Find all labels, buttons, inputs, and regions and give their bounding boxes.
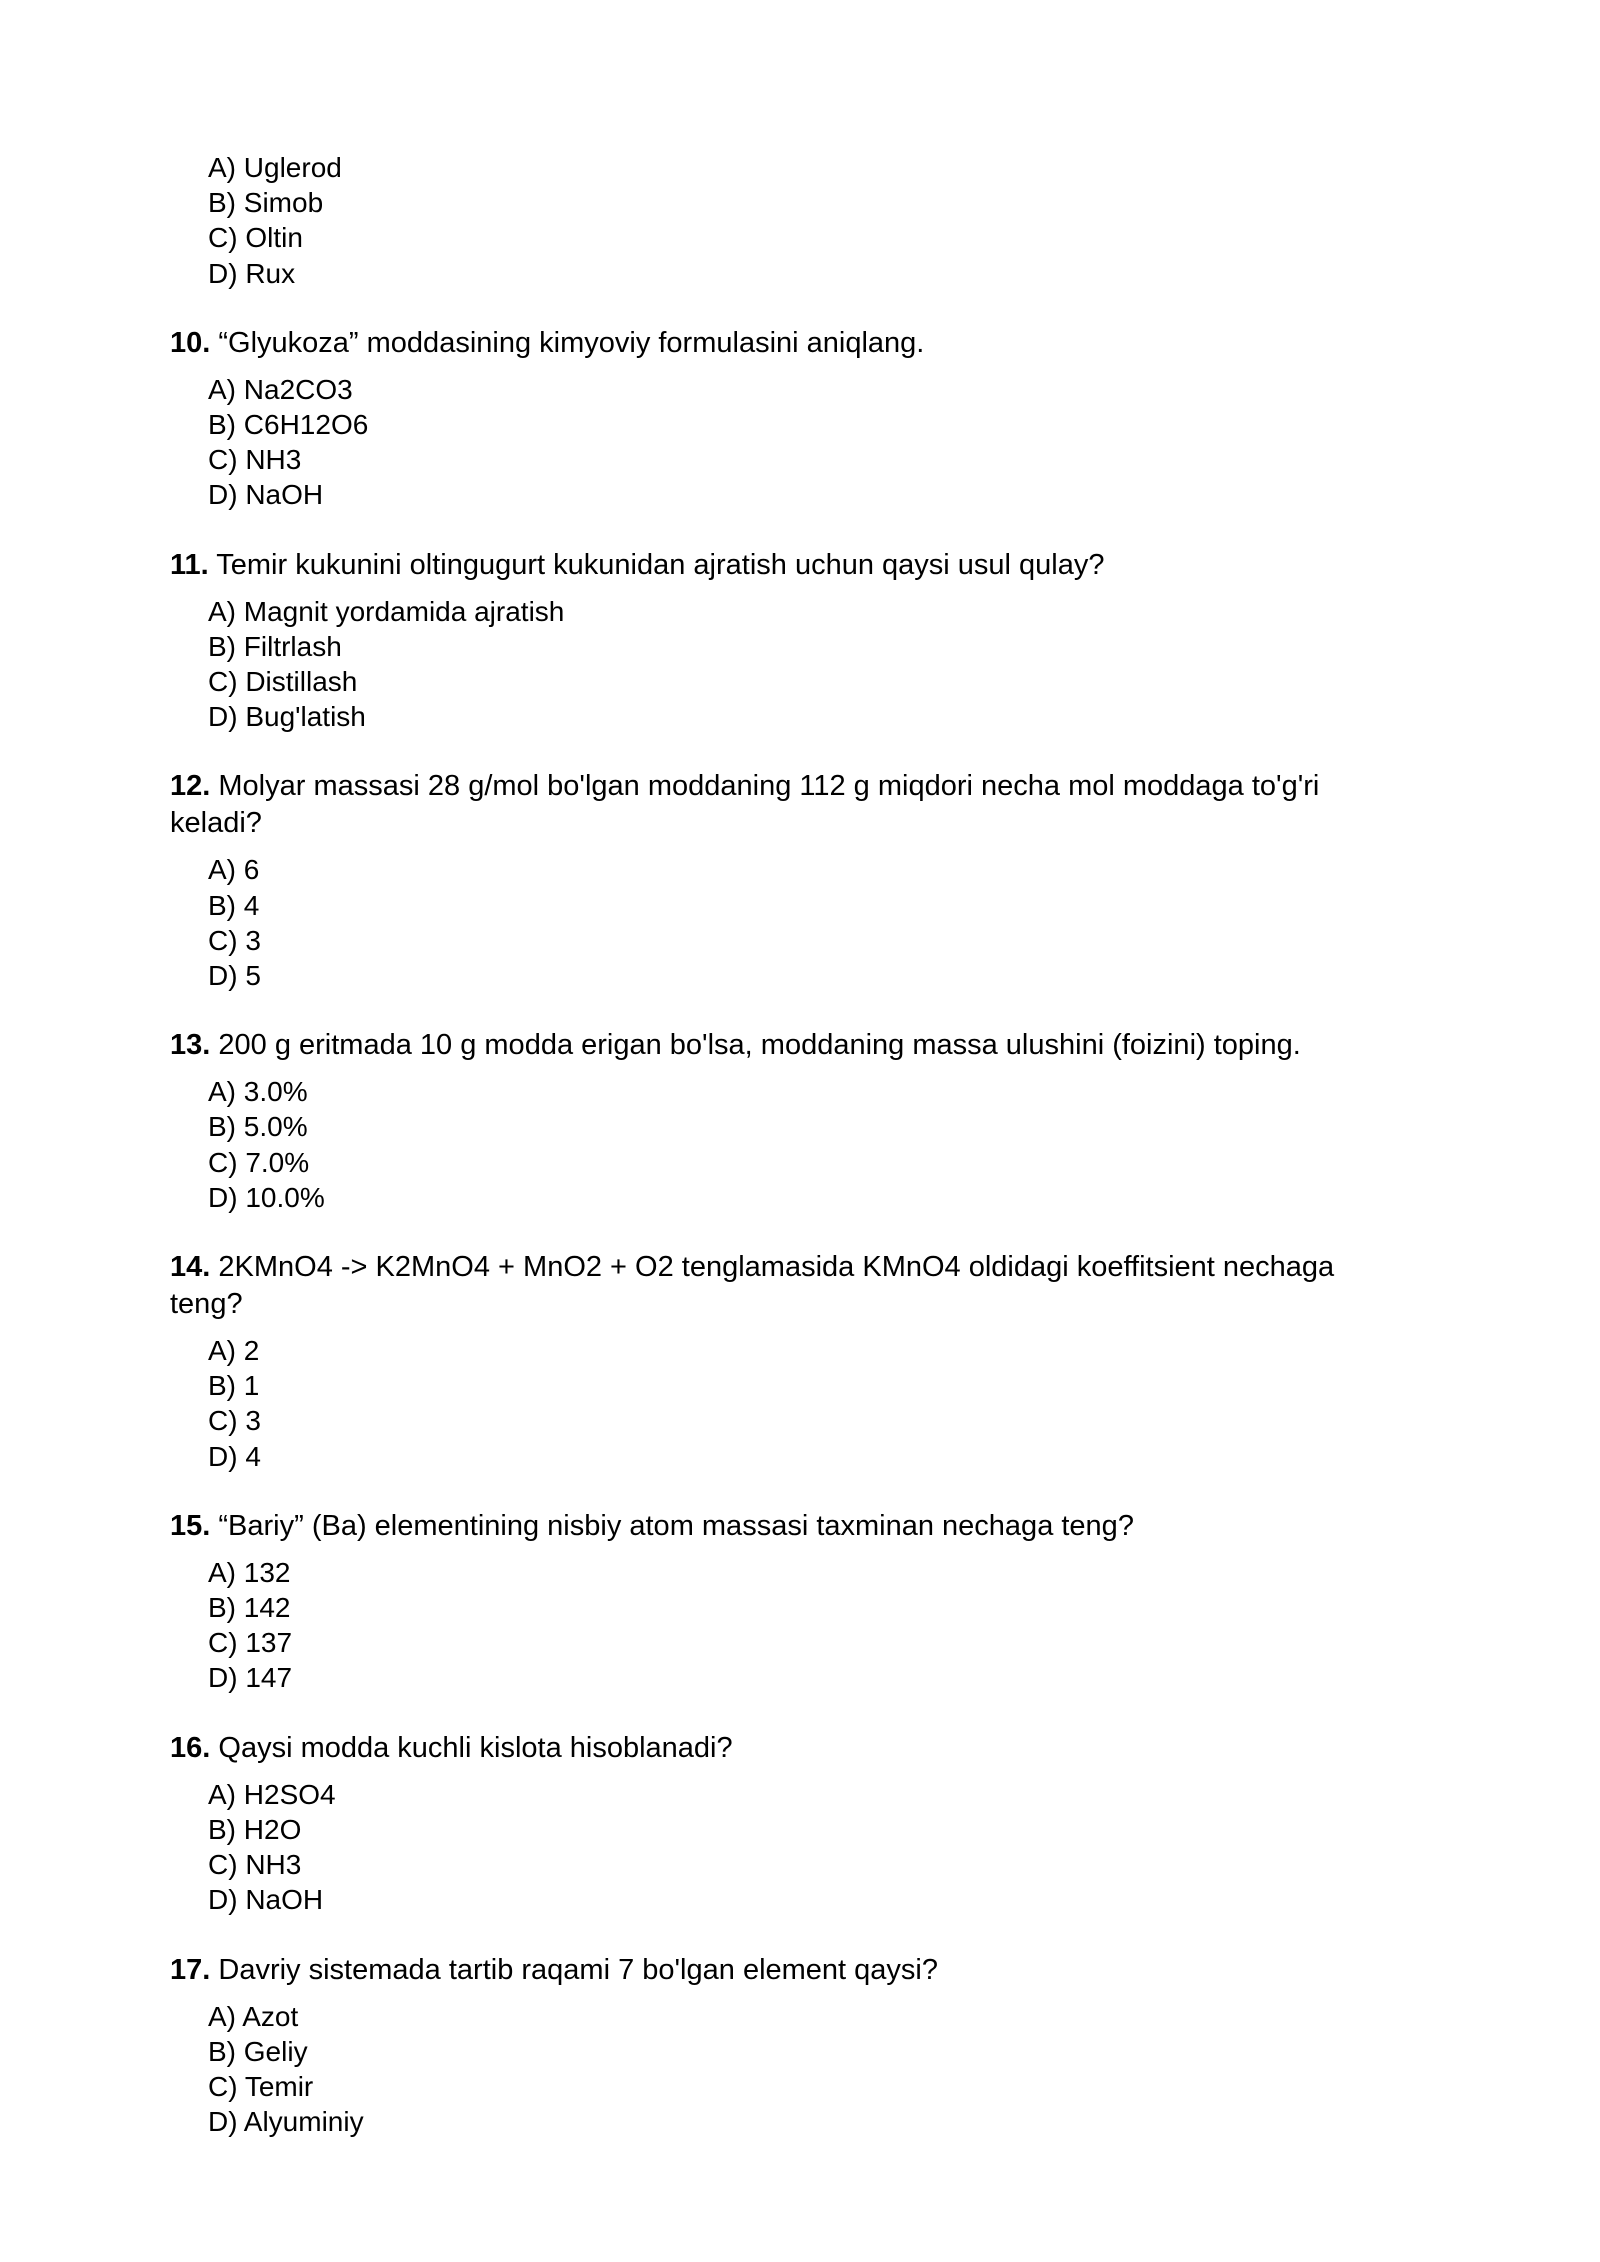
option: A) Azot bbox=[208, 2000, 299, 2032]
question-text bbox=[170, 325, 1390, 362]
options-list bbox=[170, 1999, 1390, 2140]
option: C) 7.0% bbox=[208, 1146, 310, 1178]
question-11 bbox=[170, 547, 1390, 735]
options-list bbox=[170, 852, 1390, 993]
question-body: 2KMnO4 -> K2MnO4 + MnO2 + O2 tenglamasida KMnO4 oldidagi koeffitsient nechaga teng? bbox=[170, 1251, 1335, 1321]
question-15 bbox=[170, 1508, 1390, 1696]
option: D) 10.0% bbox=[208, 1181, 325, 1213]
options-list bbox=[170, 1333, 1390, 1474]
question-body: Davriy sistemada tartib raqami 7 bo'lgan element qaysi? bbox=[218, 1953, 938, 1986]
options-list bbox=[170, 1555, 1390, 1696]
option: B) 1 bbox=[208, 1370, 260, 1402]
option: A) 3.0% bbox=[208, 1076, 308, 1108]
option: C) Oltin bbox=[208, 222, 303, 254]
question-text bbox=[170, 768, 1390, 842]
question-number: 10. bbox=[170, 326, 211, 359]
option: A) Uglerod bbox=[208, 152, 342, 183]
option: D) 4 bbox=[208, 1440, 261, 1472]
option: D) Alyuminiy bbox=[208, 2106, 364, 2138]
question-text bbox=[170, 1249, 1390, 1323]
question-text bbox=[170, 1027, 1390, 1064]
question-number: 14. bbox=[170, 1251, 211, 1284]
question-17 bbox=[170, 1952, 1390, 2140]
question-body: Qaysi modda kuchli kislota hisoblanadi? bbox=[218, 1731, 733, 1764]
question-body: “Glyukoza” moddasining kimyoviy formulasini aniqlang. bbox=[218, 326, 925, 359]
option: C) NH3 bbox=[208, 1849, 302, 1881]
option: B) 142 bbox=[208, 1592, 291, 1624]
document-content bbox=[170, 150, 1390, 2173]
option: D) NaOH bbox=[208, 1884, 324, 1916]
option: C) 137 bbox=[208, 1627, 293, 1659]
options-list bbox=[170, 1777, 1390, 1918]
question-number: 11. bbox=[170, 548, 209, 581]
options-list bbox=[170, 594, 1390, 735]
option: B) 5.0% bbox=[208, 1111, 308, 1143]
option: D) 5 bbox=[208, 960, 261, 992]
options-list bbox=[170, 1074, 1390, 1215]
option: A) Magnit yordamida ajratish bbox=[208, 595, 565, 627]
option: D) Rux bbox=[208, 257, 296, 289]
question-number: 15. bbox=[170, 1509, 211, 1542]
option: B) 4 bbox=[208, 889, 260, 921]
option: B) C6H12O6 bbox=[208, 409, 369, 441]
question-number: 16. bbox=[170, 1731, 211, 1764]
question-body: “Bariy” (Ba) elementining nisbiy atom massasi taxminan nechaga teng? bbox=[218, 1509, 1134, 1542]
question-number: 13. bbox=[170, 1029, 211, 1062]
option: A) 2 bbox=[208, 1335, 260, 1367]
question-number: 12. bbox=[170, 770, 211, 803]
question-14 bbox=[170, 1249, 1390, 1474]
options-list bbox=[170, 372, 1390, 513]
option: C) Distillash bbox=[208, 666, 358, 698]
option: C) Temir bbox=[208, 2070, 314, 2102]
question-number: 17. bbox=[170, 1953, 211, 1986]
question-10 bbox=[170, 325, 1390, 513]
option: B) Filtrlash bbox=[208, 630, 342, 662]
question-text bbox=[170, 1952, 1390, 1989]
question-body: Molyar massasi 28 g/mol bo'lgan moddaning 112 g miqdori necha mol moddaga to'g'ri keladi? bbox=[170, 770, 1320, 840]
option: A) 132 bbox=[208, 1556, 291, 1588]
option: D) Bug'latish bbox=[208, 701, 366, 733]
question-16 bbox=[170, 1730, 1390, 1918]
question-body: Temir kukunini oltingugurt kukunidan ajratish uchun qaysi usul qulay? bbox=[216, 548, 1105, 581]
question-13 bbox=[170, 1027, 1390, 1215]
option: C) 3 bbox=[208, 1405, 261, 1437]
option: A) H2SO4 bbox=[208, 1778, 336, 1810]
question-text bbox=[170, 1508, 1390, 1545]
leading-options-list bbox=[170, 150, 1390, 291]
option: D) NaOH bbox=[208, 479, 324, 511]
option: D) 147 bbox=[208, 1662, 293, 1694]
option: A) Na2CO3 bbox=[208, 373, 353, 405]
option: A) 6 bbox=[208, 854, 260, 886]
option: B) H2O bbox=[208, 1813, 302, 1845]
option: B) Geliy bbox=[208, 2035, 308, 2067]
question-text bbox=[170, 547, 1390, 584]
option: C) NH3 bbox=[208, 444, 302, 476]
question-body: 200 g eritmada 10 g modda erigan bo'lsa, moddaning massa ulushini (foizini) toping. bbox=[218, 1029, 1301, 1062]
question-text bbox=[170, 1730, 1390, 1767]
option: C) 3 bbox=[208, 924, 261, 956]
question-12 bbox=[170, 768, 1390, 993]
option: B) Simob bbox=[208, 187, 324, 219]
